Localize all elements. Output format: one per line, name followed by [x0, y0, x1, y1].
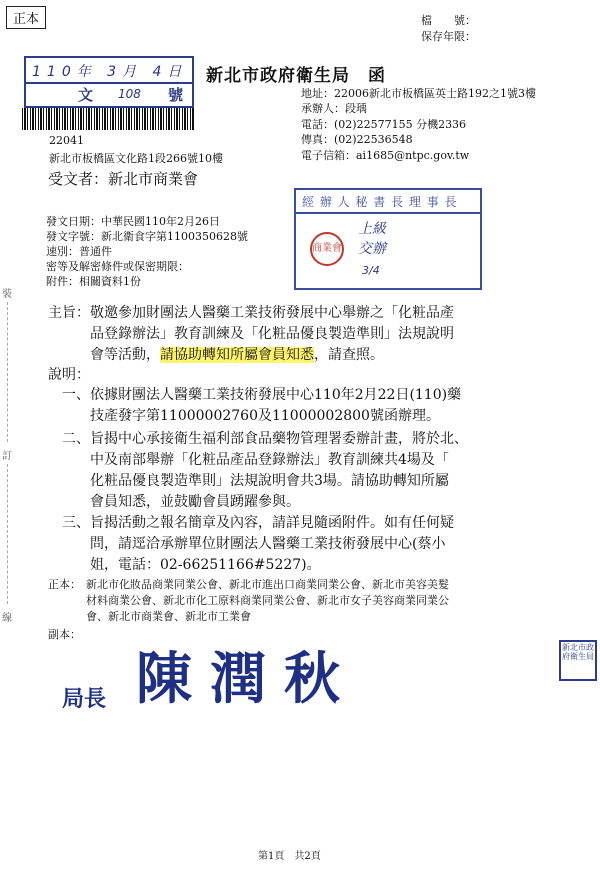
- approval-hand-note-1: 上級: [358, 221, 386, 237]
- copy-label: 副本：: [48, 628, 81, 641]
- approval-stamp: [294, 188, 482, 290]
- explanation-item-2-line-3: 化粧品優良製造準則」法規說明會共3場。請協助轉知所屬: [90, 473, 449, 489]
- contact-email: 電子信箱：ai1685@ntpc.gov.tw: [301, 149, 470, 162]
- issue-number: 發文字號：新北衛食字第1100350628號: [46, 230, 248, 243]
- explanation-item-3-line-3: 姐，電話：02-66251166#5227)。: [90, 557, 321, 573]
- company-seal: 商業會: [310, 232, 344, 266]
- receipt-stamp: [24, 56, 194, 108]
- explanation-item-2-line-2: 中及南部舉辦「化粧品產品登錄辦法」教育訓練共4場及「: [90, 452, 449, 468]
- recipient: 受文者：新北市商業會: [48, 170, 199, 188]
- explanation-item-2-line-4: 會員知悉，並鼓勵會員踴躍參與。: [90, 494, 300, 510]
- explanation-item-1-line-1: 一、依據財團法人醫藥工業技術發展中心110年2月22日(110)藥: [62, 387, 462, 403]
- binding-mark-3: 線: [2, 613, 12, 624]
- receipt-number-row: [26, 82, 192, 104]
- original-line-3: 會、新北市商業會、新北市工業會: [86, 610, 251, 623]
- subject-line-2: 品登錄辦法」教育訓練及「化粧品優良製造準則」法規說明: [90, 326, 454, 342]
- binding-mark-2: 訂: [2, 451, 12, 462]
- retention-label: 保存年限：: [421, 30, 476, 43]
- binding-line-1: [7, 302, 8, 442]
- attachment: 附件：相關資料1份: [46, 275, 141, 288]
- agency-emblem: 新北市政府衛生局: [559, 640, 597, 681]
- contact-phone: 電話：(02)22577155 分機2336: [301, 118, 467, 131]
- barcode: [22, 108, 194, 130]
- subject-label: 主旨：: [48, 305, 90, 321]
- director-title: 局長: [62, 687, 107, 712]
- subject-highlight: 請協助轉知所屬會員知悉: [160, 347, 314, 363]
- subject-line-3-before: 會等活動，: [90, 347, 160, 363]
- approval-hand-note-2: 交辦: [358, 241, 386, 257]
- original-line-2: 材料商業公會、新北市化工原料商業同業公會、新北市女子美容商業同業公: [86, 594, 449, 607]
- subject-line-3: [90, 344, 384, 364]
- subject-line-1: 敬邀參加財團法人醫藥工業技術發展中心舉辦之「化粧品產: [90, 305, 454, 321]
- contact-handler: 承辦人：段瑀: [301, 102, 367, 115]
- speed: 速別：普通件: [46, 245, 112, 258]
- receipt-date: 110年 3月 4日: [32, 64, 188, 80]
- subject-line-3-after: ，請查照。: [314, 347, 384, 363]
- corner-label: 正本: [6, 6, 46, 29]
- receipt-word-label: 文: [78, 86, 94, 104]
- explanation-item-3-line-2: 問，請逕洽承辦單位財團法人醫藥工業技術發展中心(蔡小: [90, 536, 446, 552]
- recipient-postal: 22041: [49, 134, 84, 147]
- receipt-number: 108: [118, 87, 141, 101]
- approval-stamp-header: 經 辦 人 秘 書 長 理 事 長: [302, 195, 458, 209]
- explanation-item-1-line-2: 技產發字第11000002760及11000002800號函辦理。: [90, 408, 440, 424]
- security: 密等及解密條件或保密期限：: [46, 260, 189, 273]
- original-line-1: 新北市化妝品商業同業公會、新北市進出口商業同業公會、新北市美容美髮: [86, 578, 449, 591]
- director-signature: 陳潤秋: [136, 647, 358, 712]
- explanation-label: 說明：: [48, 367, 90, 383]
- binding-line-2: [7, 464, 8, 604]
- issue-date: 發文日期：中華民國110年2月26日: [46, 215, 220, 228]
- archive-no-label: 檔 號：: [421, 14, 476, 27]
- contact-fax: 傳真：(02)22536548: [301, 133, 413, 146]
- original-label: 正本：: [48, 578, 81, 591]
- recipient-address: 新北市板橋區文化路1段266號10樓: [49, 152, 223, 165]
- binding-mark-1: 裝: [2, 289, 12, 300]
- approval-stamp-divider: [296, 212, 480, 214]
- contact-address: 地址：22006新北市板橋區英士路192之1號3樓: [301, 87, 536, 100]
- approval-hand-note-3: 3/4: [362, 264, 380, 277]
- explanation-item-3-line-1: 三、旨揭活動之報名簡章及內容，請詳見隨函附件。如有任何疑: [62, 515, 454, 531]
- explanation-item-2-line-1: 二、旨揭中心承接衛生福利部食品藥物管理署委辦計畫，將於北、: [62, 431, 468, 447]
- receipt-number-label: 號: [168, 86, 184, 104]
- page-footer: 第1頁 共2頁: [258, 851, 321, 862]
- receipt-date-row: [26, 58, 192, 84]
- agency-title: 新北市政府衛生局 函: [206, 66, 386, 86]
